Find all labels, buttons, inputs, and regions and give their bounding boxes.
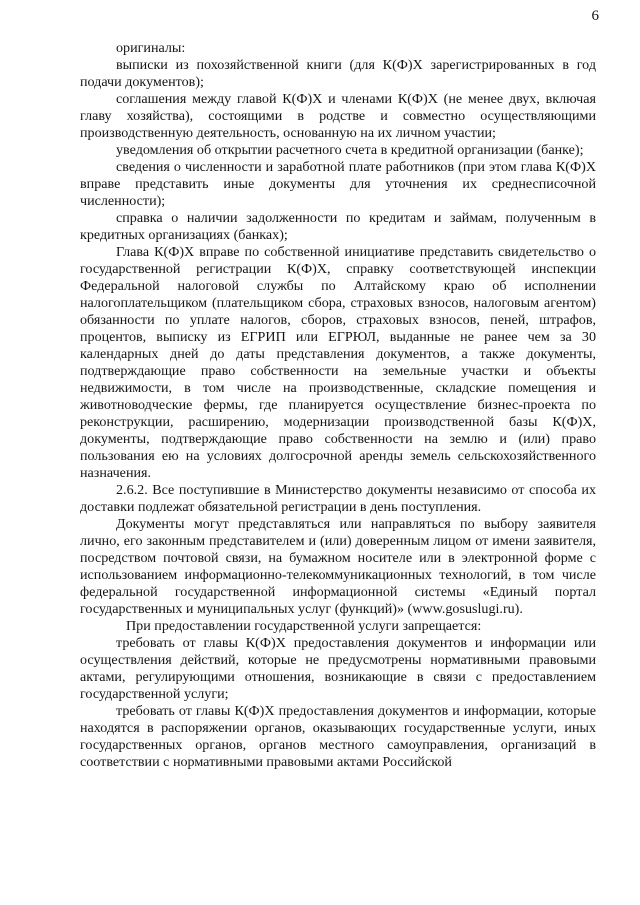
paragraph-members-agreement: соглашения между главой К(Ф)Х и членами К(Ф)Х (не менее двух, включая главу хозяйства), состоящими в родстве и совместно осуществляющими производственную деятельность, основанную на их личном участии;	[80, 91, 596, 141]
paragraph-debt-certificate: справка о наличии задолженности по кредитам и займам, полученным в кредитных организациях (банках);	[80, 210, 596, 243]
paragraph-employee-info: сведения о численности и заработной плате работников (при этом глава К(Ф)Х вправе представить иные документы для уточнения их среднесписочной численности);	[80, 159, 596, 209]
document-body	[80, 40, 596, 771]
page-number: 6	[591, 8, 599, 24]
paragraph-originals-heading: оригиналы:	[116, 40, 186, 56]
paragraph-optional-documents: Глава К(Ф)Х вправе по собственной инициативе представить свидетельство о государственной регистрации К(Ф)Х, справку соответствующей инспекции Федеральной налоговой службы по Алтайскому краю об исполнении налогоплательщиком (плательщиком сбора, страховых взносов, налоговым агентом) обязанности по уплате налогов, сборов, страховых взносов, пеней, штрафов, процентов, выписку из ЕГРИП или ЕГРЮЛ, выданные не ранее чем за 30 календарных дней до даты представления документов, а также документы, подтверждающие право собственности на земельные участки и объекты недвижимости, в том числе на производственные, складские помещения и животноводческие фермы, где планируется осуществление бизнес-проекта по реконструкции, расширению, модернизации производственной базы К(Ф)Х, документы, подтверждающие право собственности на землю и (или) право пользования ею на условиях долгосрочной аренды земель сельскохозяйственного назначения.	[80, 244, 596, 481]
paragraph-section-2-6-2: 2.6.2. Все поступившие в Министерство документы независимо от способа их доставки подлежат обязательной регистрации в день поступления.	[80, 482, 596, 515]
paragraph-prohibition-2: требовать от главы К(Ф)Х предоставления документов и информации, которые находятся в распоряжении органов, оказывающих государственные услуги, иных государственных органов, органов местного самоуправления, организаций в соответствии с нормативными правовыми актами Российской	[80, 703, 596, 770]
paragraph-submission-methods: Документы могут представляться или направляться по выбору заявителя лично, его законным представителем и (или) доверенным лицом от имени заявителя, посредством почтовой связи, на бумажном носителе или в электронной форме с использованием информационно-телекоммуникационных технологий, в том числе федеральной государственной информационной системы «Единый портал государственных и муниципальных услуг (функций)» (www.gosuslugi.ru).	[80, 516, 596, 617]
paragraph-household-book-extract: выписки из похозяйственной книги (для К(Ф)Х зарегистрированных в год подачи документов);	[80, 57, 596, 90]
paragraph-prohibition-1: требовать от главы К(Ф)Х предоставления документов и информации или осуществления действий, которые не предусмотрены нормативными правовыми актами, регулирующими отношения, возникающие в связи с предоставлением государственной услуги;	[80, 635, 596, 702]
paragraph-bank-account-notice: уведомления об открытии расчетного счета в кредитной организации (банке);	[116, 142, 584, 158]
paragraph-prohibitions-intro: При предоставлении государственной услуги запрещается:	[126, 618, 482, 634]
